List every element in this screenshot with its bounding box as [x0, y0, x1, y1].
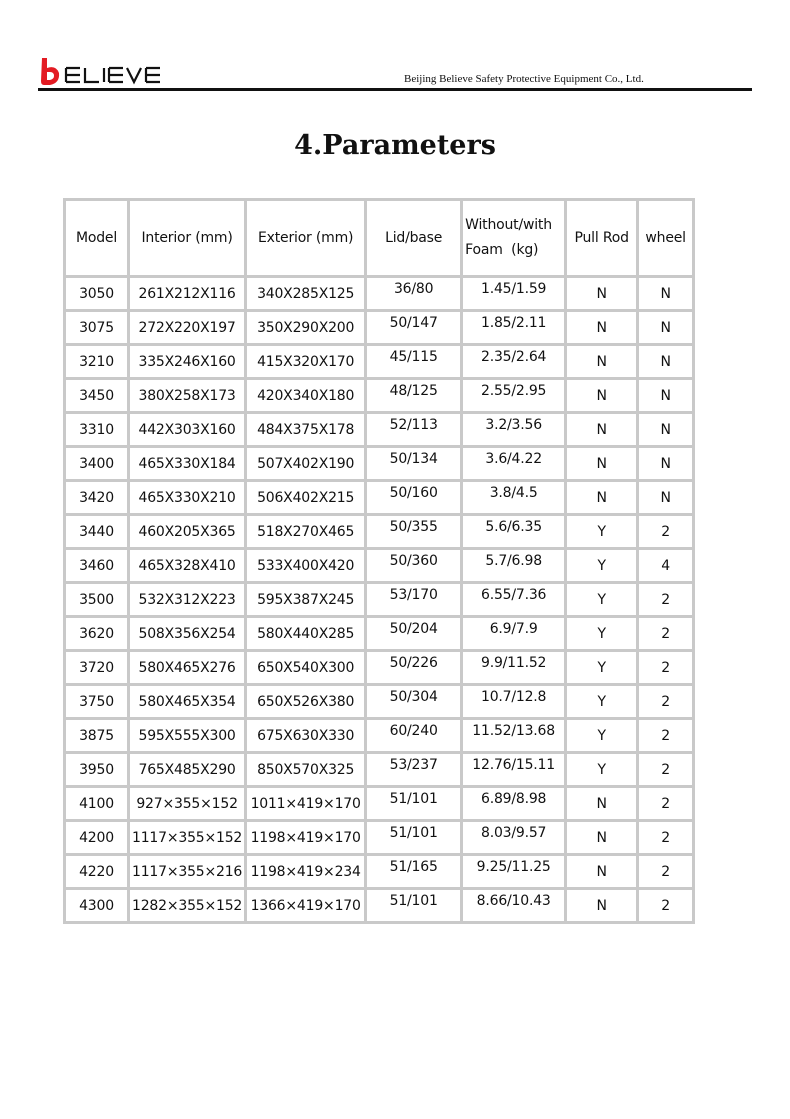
cell-pull-rod: N [566, 821, 638, 855]
cell-foam: 9.9/11.52 [462, 646, 566, 680]
cell-pull-rod: N [566, 277, 638, 311]
cell-pull-rod: Y [566, 515, 638, 549]
cell-interior: 927×355×152 [129, 787, 246, 821]
cell-model: 3450 [65, 379, 129, 413]
cell-lid: 60/240 [366, 714, 462, 748]
cell-interior: 442X303X160 [129, 413, 246, 447]
cell-interior: 380X258X173 [129, 379, 246, 413]
cell-model: 3420 [65, 481, 129, 515]
cell-pull-rod: N [566, 379, 638, 413]
cell-interior: 272X220X197 [129, 311, 246, 345]
cell-model: 3950 [65, 753, 129, 787]
cell-foam: 8.66/10.43 [462, 884, 566, 918]
cell-exterior: 350X290X200 [246, 311, 366, 345]
cell-wheel: 4 [638, 549, 694, 583]
cell-lid: 50/360 [366, 544, 462, 578]
cell-lid: 50/147 [366, 306, 462, 340]
cell-wheel: N [638, 413, 694, 447]
cell-exterior: 1011×419×170 [246, 787, 366, 821]
cell-interior: 261X212X116 [129, 277, 246, 311]
cell-exterior: 1198×419×234 [246, 855, 366, 889]
believe-logo [38, 56, 178, 88]
cell-foam: 3.2/3.56 [462, 408, 566, 442]
cell-lid: 52/113 [366, 408, 462, 442]
cell-lid: 50/226 [366, 646, 462, 680]
cell-wheel: 2 [638, 787, 694, 821]
header-pull-rod: Pull Rod [566, 200, 638, 277]
cell-exterior: 420X340X180 [246, 379, 366, 413]
header-lid-base: Lid/base [366, 200, 462, 277]
cell-interior: 1117×355×152 [129, 821, 246, 855]
cell-exterior: 518X270X465 [246, 515, 366, 549]
cell-pull-rod: N [566, 481, 638, 515]
cell-exterior: 595X387X245 [246, 583, 366, 617]
cell-lid: 48/125 [366, 374, 462, 408]
cell-exterior: 650X526X380 [246, 685, 366, 719]
cell-model: 3500 [65, 583, 129, 617]
cell-model: 3750 [65, 685, 129, 719]
header-model: Model [65, 200, 129, 277]
cell-exterior: 484X375X178 [246, 413, 366, 447]
cell-model: 3440 [65, 515, 129, 549]
cell-interior: 460X205X365 [129, 515, 246, 549]
cell-pull-rod: N [566, 311, 638, 345]
header-foam-weight [462, 200, 566, 277]
cell-lid: 50/204 [366, 612, 462, 646]
page-header [0, 0, 790, 100]
cell-foam: 5.7/6.98 [462, 544, 566, 578]
cell-interior: 465X330X210 [129, 481, 246, 515]
cell-model: 3620 [65, 617, 129, 651]
cell-wheel: 2 [638, 651, 694, 685]
cell-lid: 53/237 [366, 748, 462, 782]
header-foam-line2: Foam (kg) [465, 242, 539, 258]
cell-model: 3210 [65, 345, 129, 379]
header-interior: Interior (mm) [129, 200, 246, 277]
cell-lid: 36/80 [366, 272, 462, 306]
cell-wheel: N [638, 379, 694, 413]
parameters-table-wrap [63, 198, 695, 924]
cell-pull-rod: Y [566, 651, 638, 685]
cell-pull-rod: Y [566, 753, 638, 787]
cell-foam: 6.9/7.9 [462, 612, 566, 646]
cell-foam: 1.85/2.11 [462, 306, 566, 340]
cell-wheel: 2 [638, 685, 694, 719]
cell-interior: 1282×355×152 [129, 889, 246, 923]
cell-interior: 465X328X410 [129, 549, 246, 583]
cell-interior: 508X356X254 [129, 617, 246, 651]
cell-lid: 51/165 [366, 850, 462, 884]
cell-foam: 6.89/8.98 [462, 782, 566, 816]
cell-lid: 51/101 [366, 884, 462, 918]
cell-pull-rod: Y [566, 719, 638, 753]
cell-foam: 12.76/15.11 [462, 748, 566, 782]
cell-foam: 9.25/11.25 [462, 850, 566, 884]
cell-exterior: 415X320X170 [246, 345, 366, 379]
cell-interior: 595X555X300 [129, 719, 246, 753]
cell-foam: 5.6/6.35 [462, 510, 566, 544]
cell-exterior: 506X402X215 [246, 481, 366, 515]
cell-wheel: 2 [638, 855, 694, 889]
cell-lid: 53/170 [366, 578, 462, 612]
table-header-row [65, 200, 694, 277]
cell-foam: 3.6/4.22 [462, 442, 566, 476]
cell-model: 4100 [65, 787, 129, 821]
cell-model: 3400 [65, 447, 129, 481]
cell-exterior: 850X570X325 [246, 753, 366, 787]
cell-pull-rod: Y [566, 583, 638, 617]
cell-exterior: 533X400X420 [246, 549, 366, 583]
cell-wheel: N [638, 345, 694, 379]
cell-pull-rod: N [566, 889, 638, 923]
page-title: 4.Parameters [294, 130, 496, 161]
cell-interior: 465X330X184 [129, 447, 246, 481]
company-name: Beijing Believe Safety Protective Equipment Co., Ltd. [404, 73, 644, 85]
cell-lid: 50/304 [366, 680, 462, 714]
cell-wheel: 2 [638, 515, 694, 549]
cell-wheel: N [638, 277, 694, 311]
cell-wheel: 2 [638, 617, 694, 651]
cell-exterior: 1366×419×170 [246, 889, 366, 923]
cell-interior: 580X465X354 [129, 685, 246, 719]
cell-exterior: 650X540X300 [246, 651, 366, 685]
cell-pull-rod: Y [566, 685, 638, 719]
cell-foam: 2.35/2.64 [462, 340, 566, 374]
cell-exterior: 675X630X330 [246, 719, 366, 753]
cell-wheel: 2 [638, 719, 694, 753]
cell-model: 3075 [65, 311, 129, 345]
cell-exterior: 1198×419×170 [246, 821, 366, 855]
cell-model: 4300 [65, 889, 129, 923]
cell-pull-rod: Y [566, 617, 638, 651]
cell-interior: 532X312X223 [129, 583, 246, 617]
cell-model: 4220 [65, 855, 129, 889]
cell-lid: 50/134 [366, 442, 462, 476]
cell-lid: 45/115 [366, 340, 462, 374]
cell-foam: 8.03/9.57 [462, 816, 566, 850]
table-row [65, 889, 694, 923]
cell-wheel: 2 [638, 753, 694, 787]
cell-model: 3460 [65, 549, 129, 583]
cell-lid: 51/101 [366, 782, 462, 816]
header-wheel: wheel [638, 200, 694, 277]
cell-model: 3875 [65, 719, 129, 753]
cell-interior: 580X465X276 [129, 651, 246, 685]
cell-foam: 1.45/1.59 [462, 272, 566, 306]
cell-foam: 6.55/7.36 [462, 578, 566, 612]
table-body [65, 277, 694, 923]
cell-wheel: 2 [638, 821, 694, 855]
cell-interior: 765X485X290 [129, 753, 246, 787]
cell-wheel: 2 [638, 889, 694, 923]
cell-pull-rod: Y [566, 549, 638, 583]
cell-foam: 11.52/13.68 [462, 714, 566, 748]
cell-foam: 3.8/4.5 [462, 476, 566, 510]
header-rule [38, 88, 752, 91]
cell-model: 3050 [65, 277, 129, 311]
cell-pull-rod: N [566, 787, 638, 821]
cell-interior: 335X246X160 [129, 345, 246, 379]
cell-exterior: 340X285X125 [246, 277, 366, 311]
cell-exterior: 507X402X190 [246, 447, 366, 481]
cell-pull-rod: N [566, 413, 638, 447]
cell-lid: 51/101 [366, 816, 462, 850]
cell-wheel: 2 [638, 583, 694, 617]
header-foam-line1: Without/with [465, 217, 552, 233]
cell-pull-rod: N [566, 855, 638, 889]
parameters-table [63, 198, 695, 924]
cell-wheel: N [638, 447, 694, 481]
cell-foam: 2.55/2.95 [462, 374, 566, 408]
cell-wheel: N [638, 311, 694, 345]
cell-lid: 50/160 [366, 476, 462, 510]
cell-model: 3310 [65, 413, 129, 447]
cell-model: 3720 [65, 651, 129, 685]
cell-wheel: N [638, 481, 694, 515]
cell-pull-rod: N [566, 447, 638, 481]
cell-exterior: 580X440X285 [246, 617, 366, 651]
cell-model: 4200 [65, 821, 129, 855]
cell-foam: 10.7/12.8 [462, 680, 566, 714]
header-exterior: Exterior (mm) [246, 200, 366, 277]
cell-interior: 1117×355×216 [129, 855, 246, 889]
cell-lid: 50/355 [366, 510, 462, 544]
cell-pull-rod: N [566, 345, 638, 379]
